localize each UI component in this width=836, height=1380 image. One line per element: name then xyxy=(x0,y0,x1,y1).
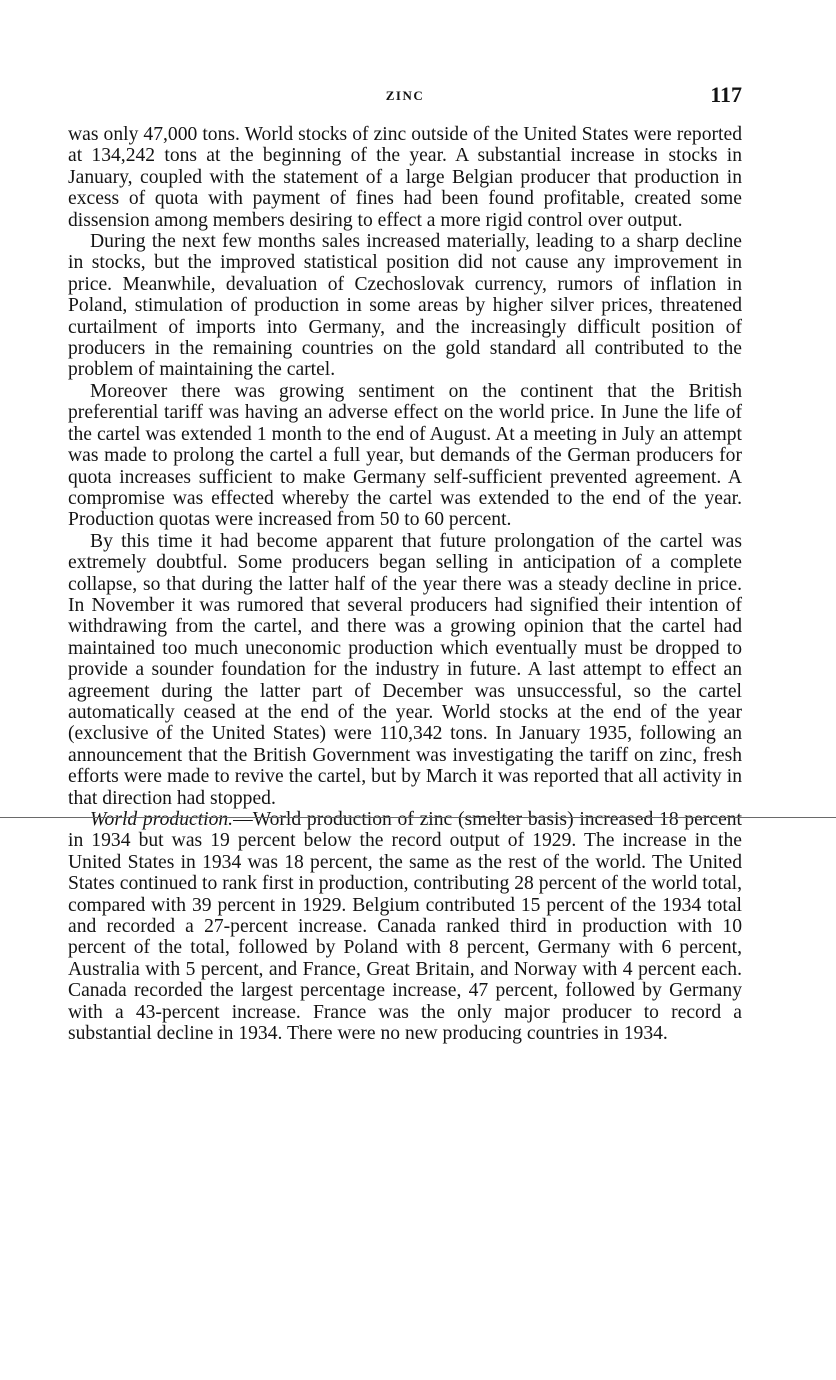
paragraph-cartel-collapse: By this time it had become apparent that future prolongation of the cartel was extremely doubtful. Some producers began selling in anticipation of a complete collapse, so that during the latter half of the year there was a steady decline in price. In November it was rumored that several producers had signified their intention of withdrawing from the cartel, and there was a growing opinion that the cartel had maintained too much uneconomic production which eventually must be dropped to provide a sounder foundation for the industry in future. A last attempt to effect an agreement during the latter part of December was unsuccessful, so the cartel automatically ceased at the end of the year. World stocks at the end of the year (exclusive of the United States) were 110,342 tons. In January 1935, following an announcement that the British Government was investigating the tariff on zinc, fresh efforts were made to revive the cartel, but by March it was reported that all activity in that direction had stopped. xyxy=(68,530,742,809)
world-production-text: —World production of zinc (smelter basis) increased 18 percent in 1934 but was 19 percent below the record output of 1929. The increase in the United States in 1934 was 18 percent, the same as the rest of the world. The United States continued to rank first in production, contributing 28 percent of the world total, compared with 39 percent in 1929. Belgium contributed 15 percent of the 1934 total and recorded a 27-percent increase. Canada ranked third in production with 10 percent of the total, followed by Poland with 8 percent, Germany with 6 percent, Australia with 5 percent, and France, Great Britain, and Norway with 4 percent each. Canada recorded the largest percentage increase, 47 percent, followed by Germany with a 43-percent increase. France was the only major producer to record a substantial decline in 1934. There were no new producing countries in 1934. xyxy=(68,809,743,1045)
paragraph-continued: was only 47,000 tons. World stocks of zinc outside of the United States were reported at 134,242 tons at the beginning of the year. A substantial increase in stocks in January, coupled with the statement of a large Belgian producer that production in excess of quota with payment of fines had been found profitable, created some dissension among members desiring to effect a more rigid control over output. xyxy=(68,124,742,231)
page-header xyxy=(68,82,742,108)
paragraph-world-production xyxy=(68,809,742,1044)
world-production-heading: World production. xyxy=(90,809,234,830)
horizontal-rule xyxy=(0,817,836,818)
page-number: 117 xyxy=(710,82,742,107)
paragraph-sales-decline: During the next few months sales increased materially, leading to a sharp decline in stocks, but the improved statistical position did not cause any improvement in price. Meanwhile, devaluation of Czechoslovak currency, rumors of inflation in Poland, stimulation of production in some areas by higher silver prices, threatened curtailment of imports into Germany, and the increasingly difficult position of producers in the remaining countries on the gold standard all contributed to the problem of maintaining the cartel. xyxy=(68,231,742,381)
body-text xyxy=(68,124,742,1044)
paragraph-british-tariff: Moreover there was growing sentiment on the continent that the British preferential tariff was having an adverse effect on the world price. In June the life of the cartel was extended 1 month to the end of August. At a meeting in July an attempt was made to prolong the cartel a full year, but demands of the German producers for quota increases sufficient to make Germany self-sufficient prevented agreement. A compromise was effected whereby the cartel was extended to the end of the year. Production quotas were increased from 50 to 60 percent. xyxy=(68,380,742,531)
running-head: ZINC xyxy=(385,88,425,103)
